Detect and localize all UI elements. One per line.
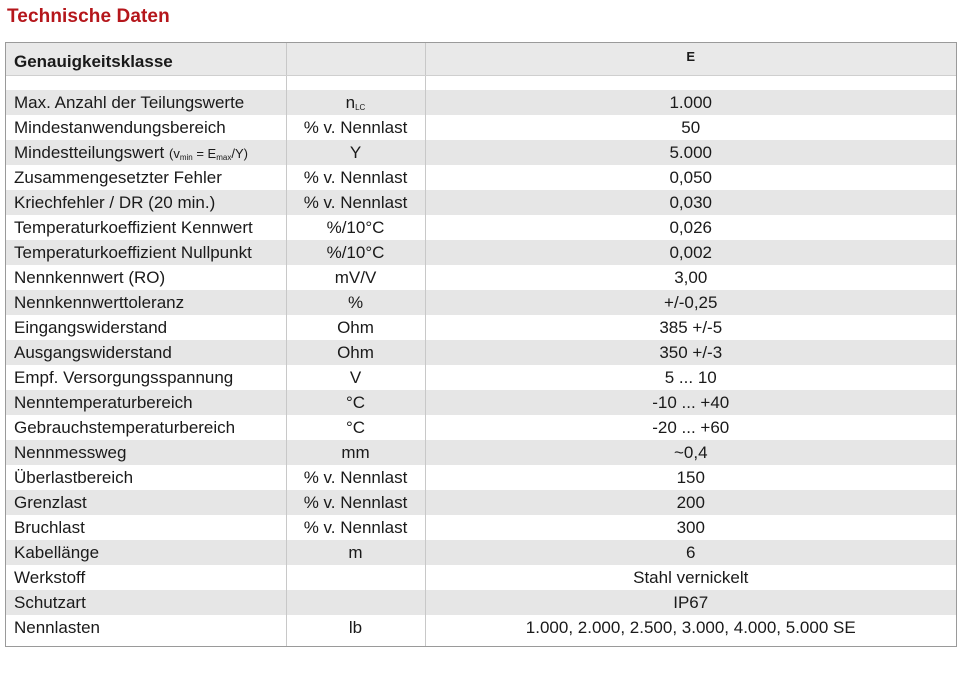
row-unit: Ohm (286, 315, 425, 340)
row-unit: % v. Nennlast (286, 490, 425, 515)
formula-mid: = E (192, 145, 217, 161)
row-unit (286, 590, 425, 615)
row-label (6, 140, 286, 165)
row-value: 0,026 (425, 215, 956, 240)
row-label: Überlastbereich (6, 465, 286, 490)
row-label: Nennkennwerttoleranz (6, 290, 286, 315)
row-unit: Ohm (286, 340, 425, 365)
header-accuracy-class-value: E (425, 43, 956, 76)
row-value: 350 +/-3 (425, 340, 956, 365)
technical-data-table (5, 42, 957, 647)
table-row (6, 540, 956, 565)
row-label: Nennlasten (6, 615, 286, 640)
row-unit: m (286, 540, 425, 565)
row-unit (286, 90, 425, 115)
table-row (6, 590, 956, 615)
formula-sub-max: max (216, 152, 232, 162)
formula-close: /Y) (231, 145, 248, 161)
row-label: Nenntemperaturbereich (6, 390, 286, 415)
row-unit: % v. Nennlast (286, 115, 425, 140)
formula-sub-min: min (179, 152, 193, 162)
table-body (6, 76, 956, 647)
row-label: Nennmessweg (6, 440, 286, 465)
table-row (6, 190, 956, 215)
row-unit: % v. Nennlast (286, 465, 425, 490)
table-row (6, 515, 956, 540)
row-value: ~0,4 (425, 440, 956, 465)
label-main: Mindestteilungswert (14, 142, 165, 162)
row-label: Grenzlast (6, 490, 286, 515)
unit-subscript: LC (355, 102, 366, 112)
table-row (6, 315, 956, 340)
table-row (6, 340, 956, 365)
row-label: Temperaturkoeffizient Kennwert (6, 215, 286, 240)
table-row (6, 165, 956, 190)
row-value: 0,030 (425, 190, 956, 215)
row-unit: % v. Nennlast (286, 165, 425, 190)
row-label: Zusammengesetzter Fehler (6, 165, 286, 190)
row-value: 300 (425, 515, 956, 540)
row-value: IP67 (425, 590, 956, 615)
header-accuracy-class-label: Genauigkeitsklasse (6, 43, 286, 76)
row-value: 6 (425, 540, 956, 565)
table-spacer (6, 76, 956, 91)
table-row (6, 465, 956, 490)
table-row (6, 140, 956, 165)
row-unit: % (286, 290, 425, 315)
spec-table (6, 43, 956, 646)
label-formula (169, 146, 248, 161)
row-unit: % v. Nennlast (286, 515, 425, 540)
row-value: 1.000 (425, 90, 956, 115)
row-value: 150 (425, 465, 956, 490)
row-label: Werkstoff (6, 565, 286, 590)
row-label: Max. Anzahl der Teilungswerte (6, 90, 286, 115)
row-unit: mm (286, 440, 425, 465)
table-row (6, 565, 956, 590)
row-value: +/-0,25 (425, 290, 956, 315)
table-row (6, 90, 956, 115)
row-value: 0,050 (425, 165, 956, 190)
row-value: -10 ... +40 (425, 390, 956, 415)
table-row (6, 440, 956, 465)
row-unit: Y (286, 140, 425, 165)
formula-open: (v (168, 145, 180, 161)
row-label: Ausgangswiderstand (6, 340, 286, 365)
row-value: 200 (425, 490, 956, 515)
row-unit: %/10°C (286, 215, 425, 240)
row-unit (286, 565, 425, 590)
row-unit: V (286, 365, 425, 390)
row-value: 0,002 (425, 240, 956, 265)
row-value: 385 +/-5 (425, 315, 956, 340)
row-label: Kriechfehler / DR (20 min.) (6, 190, 286, 215)
table-row (6, 490, 956, 515)
page-title: Technische Daten (7, 6, 170, 27)
row-label: Nennkennwert (RO) (6, 265, 286, 290)
row-label: Kabellänge (6, 540, 286, 565)
row-unit: % v. Nennlast (286, 190, 425, 215)
table-row (6, 265, 956, 290)
row-unit: lb (286, 615, 425, 640)
row-value: 50 (425, 115, 956, 140)
row-unit: mV/V (286, 265, 425, 290)
table-header (6, 43, 956, 76)
unit-main: n (345, 92, 356, 112)
table-row (6, 240, 956, 265)
row-label: Gebrauchstemperaturbereich (6, 415, 286, 440)
row-unit: %/10°C (286, 240, 425, 265)
row-label: Mindestanwendungsbereich (6, 115, 286, 140)
table-row (6, 365, 956, 390)
table-row (6, 390, 956, 415)
row-unit: °C (286, 415, 425, 440)
row-value: 5.000 (425, 140, 956, 165)
table-row (6, 615, 956, 640)
header-unit (286, 43, 425, 76)
row-value: 1.000, 2.000, 2.500, 3.000, 4.000, 5.000 SE (425, 615, 956, 640)
row-value: 5 ... 10 (425, 365, 956, 390)
row-value: Stahl vernickelt (425, 565, 956, 590)
table-bottom-padding (6, 640, 956, 646)
row-value: 3,00 (425, 265, 956, 290)
row-value: -20 ... +60 (425, 415, 956, 440)
row-label: Bruchlast (6, 515, 286, 540)
row-label: Eingangswiderstand (6, 315, 286, 340)
row-label: Schutzart (6, 590, 286, 615)
row-label: Temperaturkoeffizient Nullpunkt (6, 240, 286, 265)
table-row (6, 115, 956, 140)
row-label: Empf. Versorgungsspannung (6, 365, 286, 390)
table-row (6, 290, 956, 315)
row-unit: °C (286, 390, 425, 415)
table-row (6, 415, 956, 440)
table-row (6, 215, 956, 240)
